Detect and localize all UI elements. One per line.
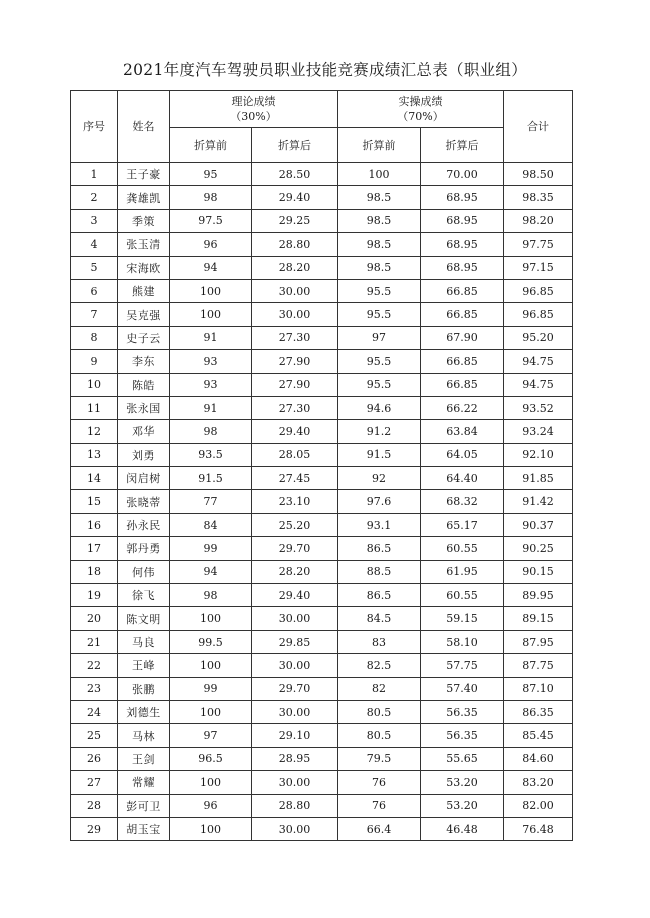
cell-name: 王峰 — [118, 654, 170, 677]
cell-index: 1 — [71, 163, 118, 186]
cell-theory-after: 23.10 — [252, 490, 338, 513]
cell-name: 孙永民 — [118, 513, 170, 536]
cell-theory-before: 96.5 — [170, 747, 252, 770]
cell-theory-after: 29.25 — [252, 209, 338, 232]
cell-total: 98.20 — [504, 209, 573, 232]
cell-practice-after: 56.35 — [421, 700, 504, 723]
cell-total: 87.95 — [504, 630, 573, 653]
table-row — [71, 256, 573, 279]
col-header-total: 合计 — [504, 91, 573, 163]
cell-name: 熊建 — [118, 279, 170, 302]
cell-total: 87.10 — [504, 677, 573, 700]
cell-theory-before: 95 — [170, 163, 252, 186]
cell-theory-after: 25.20 — [252, 513, 338, 536]
cell-theory-before: 100 — [170, 817, 252, 840]
cell-theory-before: 99 — [170, 677, 252, 700]
cell-theory-before: 93 — [170, 373, 252, 396]
table-row — [71, 584, 573, 607]
cell-practice-after: 66.22 — [421, 396, 504, 419]
cell-index: 13 — [71, 443, 118, 466]
cell-index: 11 — [71, 396, 118, 419]
cell-theory-after: 27.45 — [252, 467, 338, 490]
cell-theory-after: 30.00 — [252, 817, 338, 840]
cell-total: 90.37 — [504, 513, 573, 536]
col-header-theory-before: 折算前 — [170, 128, 252, 163]
cell-theory-after: 29.70 — [252, 537, 338, 560]
col-header-index: 序号 — [71, 91, 118, 163]
cell-practice-before: 95.5 — [338, 303, 421, 326]
cell-theory-after: 29.70 — [252, 677, 338, 700]
cell-theory-before: 93 — [170, 350, 252, 373]
cell-total: 91.42 — [504, 490, 573, 513]
cell-theory-after: 30.00 — [252, 279, 338, 302]
table-row — [71, 677, 573, 700]
table-row — [71, 771, 573, 794]
cell-practice-before: 97 — [338, 326, 421, 349]
table-row — [71, 303, 573, 326]
cell-practice-before: 80.5 — [338, 724, 421, 747]
cell-practice-before: 80.5 — [338, 700, 421, 723]
cell-practice-before: 76 — [338, 771, 421, 794]
cell-total: 90.15 — [504, 560, 573, 583]
table-row — [71, 630, 573, 653]
cell-name: 宋海欧 — [118, 256, 170, 279]
cell-total: 98.35 — [504, 186, 573, 209]
cell-practice-before: 84.5 — [338, 607, 421, 630]
cell-practice-before: 100 — [338, 163, 421, 186]
table-row — [71, 700, 573, 723]
cell-theory-after: 28.05 — [252, 443, 338, 466]
cell-index: 27 — [71, 771, 118, 794]
cell-index: 19 — [71, 584, 118, 607]
table-row — [71, 537, 573, 560]
col-header-theory-after: 折算后 — [252, 128, 338, 163]
cell-practice-before: 86.5 — [338, 584, 421, 607]
cell-index: 10 — [71, 373, 118, 396]
cell-theory-before: 100 — [170, 700, 252, 723]
cell-index: 5 — [71, 256, 118, 279]
cell-theory-after: 30.00 — [252, 303, 338, 326]
cell-theory-after: 28.50 — [252, 163, 338, 186]
cell-practice-after: 68.95 — [421, 186, 504, 209]
cell-theory-after: 27.90 — [252, 373, 338, 396]
cell-name: 史子云 — [118, 326, 170, 349]
cell-practice-before: 93.1 — [338, 513, 421, 536]
cell-practice-after: 60.55 — [421, 584, 504, 607]
table-row — [71, 186, 573, 209]
table-row — [71, 326, 573, 349]
table-row — [71, 396, 573, 419]
cell-theory-before: 98 — [170, 584, 252, 607]
cell-name: 张玉清 — [118, 233, 170, 256]
cell-name: 彭可卫 — [118, 794, 170, 817]
cell-practice-before: 66.4 — [338, 817, 421, 840]
cell-practice-before: 91.2 — [338, 420, 421, 443]
cell-index: 18 — [71, 560, 118, 583]
cell-theory-before: 91 — [170, 326, 252, 349]
cell-total: 76.48 — [504, 817, 573, 840]
table-row — [71, 817, 573, 840]
cell-practice-after: 61.95 — [421, 560, 504, 583]
cell-total: 91.85 — [504, 467, 573, 490]
cell-practice-after: 67.90 — [421, 326, 504, 349]
cell-theory-before: 93.5 — [170, 443, 252, 466]
cell-theory-after: 29.10 — [252, 724, 338, 747]
cell-practice-after: 56.35 — [421, 724, 504, 747]
cell-practice-after: 57.40 — [421, 677, 504, 700]
cell-index: 28 — [71, 794, 118, 817]
cell-practice-after: 66.85 — [421, 350, 504, 373]
table-header — [71, 91, 573, 163]
col-header-theory — [170, 91, 338, 128]
col-header-practice-after: 折算后 — [421, 128, 504, 163]
cell-theory-before: 99 — [170, 537, 252, 560]
cell-practice-before: 83 — [338, 630, 421, 653]
cell-theory-after: 30.00 — [252, 654, 338, 677]
cell-practice-before: 82 — [338, 677, 421, 700]
cell-index: 7 — [71, 303, 118, 326]
cell-practice-before: 98.5 — [338, 186, 421, 209]
cell-practice-before: 97.6 — [338, 490, 421, 513]
table-row — [71, 490, 573, 513]
practice-label: 实操成绩 — [398, 95, 443, 108]
theory-weight: （30%） — [230, 110, 277, 123]
cell-total: 89.95 — [504, 584, 573, 607]
cell-theory-before: 100 — [170, 303, 252, 326]
cell-theory-before: 77 — [170, 490, 252, 513]
cell-theory-after: 28.80 — [252, 794, 338, 817]
cell-theory-after: 28.20 — [252, 560, 338, 583]
table-row — [71, 350, 573, 373]
cell-practice-before: 98.5 — [338, 209, 421, 232]
cell-theory-after: 29.40 — [252, 186, 338, 209]
cell-total: 96.85 — [504, 279, 573, 302]
table-row — [71, 163, 573, 186]
table-row — [71, 724, 573, 747]
cell-theory-before: 100 — [170, 279, 252, 302]
cell-practice-after: 68.95 — [421, 233, 504, 256]
table-row — [71, 420, 573, 443]
cell-theory-after: 30.00 — [252, 607, 338, 630]
cell-total: 92.10 — [504, 443, 573, 466]
col-header-practice-before: 折算前 — [338, 128, 421, 163]
cell-theory-before: 97 — [170, 724, 252, 747]
cell-theory-before: 96 — [170, 233, 252, 256]
table-row — [71, 607, 573, 630]
cell-index: 15 — [71, 490, 118, 513]
cell-total: 89.15 — [504, 607, 573, 630]
table-row — [71, 373, 573, 396]
cell-total: 94.75 — [504, 373, 573, 396]
cell-name: 张晓蒂 — [118, 490, 170, 513]
table-body — [71, 163, 573, 841]
cell-practice-before: 88.5 — [338, 560, 421, 583]
cell-name: 张鹏 — [118, 677, 170, 700]
cell-total: 87.75 — [504, 654, 573, 677]
cell-index: 3 — [71, 209, 118, 232]
cell-total: 93.24 — [504, 420, 573, 443]
theory-label: 理论成绩 — [231, 95, 276, 108]
cell-practice-after: 53.20 — [421, 794, 504, 817]
cell-name: 常耀 — [118, 771, 170, 794]
cell-name: 季策 — [118, 209, 170, 232]
cell-theory-after: 28.95 — [252, 747, 338, 770]
cell-name: 刘德生 — [118, 700, 170, 723]
cell-practice-after: 66.85 — [421, 303, 504, 326]
cell-practice-before: 98.5 — [338, 256, 421, 279]
table-row — [71, 654, 573, 677]
cell-theory-after: 29.40 — [252, 584, 338, 607]
cell-name: 王剑 — [118, 747, 170, 770]
cell-theory-before: 94 — [170, 560, 252, 583]
practice-weight: （70%） — [397, 110, 444, 123]
cell-theory-after: 28.20 — [252, 256, 338, 279]
table-row — [71, 747, 573, 770]
cell-name: 徐飞 — [118, 584, 170, 607]
cell-name: 马林 — [118, 724, 170, 747]
cell-name: 吴克强 — [118, 303, 170, 326]
cell-theory-after: 30.00 — [252, 700, 338, 723]
cell-theory-before: 94 — [170, 256, 252, 279]
cell-practice-before: 95.5 — [338, 279, 421, 302]
cell-practice-before: 82.5 — [338, 654, 421, 677]
cell-practice-after: 65.17 — [421, 513, 504, 536]
cell-practice-before: 76 — [338, 794, 421, 817]
cell-practice-before: 79.5 — [338, 747, 421, 770]
cell-practice-after: 59.15 — [421, 607, 504, 630]
cell-practice-after: 63.84 — [421, 420, 504, 443]
col-header-name: 姓名 — [118, 91, 170, 163]
cell-theory-before: 99.5 — [170, 630, 252, 653]
cell-theory-after: 30.00 — [252, 771, 338, 794]
cell-name: 李东 — [118, 350, 170, 373]
cell-name: 闵启树 — [118, 467, 170, 490]
cell-name: 龚雄凯 — [118, 186, 170, 209]
table-row — [71, 560, 573, 583]
cell-theory-before: 98 — [170, 186, 252, 209]
page-title: 2021年度汽车驾驶员职业技能竞赛成绩汇总表（职业组） — [122, 61, 528, 79]
cell-total: 97.75 — [504, 233, 573, 256]
cell-theory-before: 100 — [170, 654, 252, 677]
cell-practice-after: 53.20 — [421, 771, 504, 794]
cell-name: 邓华 — [118, 420, 170, 443]
cell-practice-before: 91.5 — [338, 443, 421, 466]
cell-practice-after: 64.40 — [421, 467, 504, 490]
cell-practice-after: 70.00 — [421, 163, 504, 186]
cell-theory-before: 84 — [170, 513, 252, 536]
cell-index: 4 — [71, 233, 118, 256]
cell-theory-before: 100 — [170, 607, 252, 630]
table-row — [71, 443, 573, 466]
cell-practice-before: 98.5 — [338, 233, 421, 256]
cell-total: 96.85 — [504, 303, 573, 326]
cell-total: 85.45 — [504, 724, 573, 747]
table-row — [71, 233, 573, 256]
cell-practice-after: 66.85 — [421, 279, 504, 302]
cell-index: 14 — [71, 467, 118, 490]
cell-theory-after: 27.30 — [252, 396, 338, 419]
cell-practice-after: 68.95 — [421, 209, 504, 232]
cell-index: 29 — [71, 817, 118, 840]
cell-practice-after: 57.75 — [421, 654, 504, 677]
cell-index: 17 — [71, 537, 118, 560]
cell-practice-after: 46.48 — [421, 817, 504, 840]
cell-practice-before: 95.5 — [338, 373, 421, 396]
cell-index: 21 — [71, 630, 118, 653]
table-row — [71, 209, 573, 232]
cell-total: 94.75 — [504, 350, 573, 373]
cell-theory-before: 91 — [170, 396, 252, 419]
cell-index: 6 — [71, 279, 118, 302]
cell-name: 刘勇 — [118, 443, 170, 466]
cell-name: 马良 — [118, 630, 170, 653]
cell-total: 86.35 — [504, 700, 573, 723]
cell-name: 陈皓 — [118, 373, 170, 396]
cell-index: 2 — [71, 186, 118, 209]
cell-theory-after: 27.90 — [252, 350, 338, 373]
cell-name: 何伟 — [118, 560, 170, 583]
table-row — [71, 794, 573, 817]
cell-theory-before: 96 — [170, 794, 252, 817]
cell-practice-before: 95.5 — [338, 350, 421, 373]
cell-index: 25 — [71, 724, 118, 747]
score-table — [70, 90, 573, 841]
cell-index: 22 — [71, 654, 118, 677]
cell-practice-after: 55.65 — [421, 747, 504, 770]
col-header-practice — [338, 91, 504, 128]
cell-practice-after: 60.55 — [421, 537, 504, 560]
cell-index: 9 — [71, 350, 118, 373]
cell-index: 24 — [71, 700, 118, 723]
cell-index: 16 — [71, 513, 118, 536]
table-row — [71, 513, 573, 536]
cell-total: 82.00 — [504, 794, 573, 817]
cell-index: 26 — [71, 747, 118, 770]
cell-total: 90.25 — [504, 537, 573, 560]
cell-name: 郭丹勇 — [118, 537, 170, 560]
cell-theory-after: 27.30 — [252, 326, 338, 349]
cell-index: 23 — [71, 677, 118, 700]
cell-theory-before: 91.5 — [170, 467, 252, 490]
cell-name: 王子豪 — [118, 163, 170, 186]
cell-total: 98.50 — [504, 163, 573, 186]
table-row — [71, 467, 573, 490]
cell-practice-before: 86.5 — [338, 537, 421, 560]
cell-practice-after: 68.95 — [421, 256, 504, 279]
cell-theory-after: 29.40 — [252, 420, 338, 443]
cell-index: 20 — [71, 607, 118, 630]
cell-practice-before: 92 — [338, 467, 421, 490]
cell-theory-after: 28.80 — [252, 233, 338, 256]
cell-practice-before: 94.6 — [338, 396, 421, 419]
cell-theory-after: 29.85 — [252, 630, 338, 653]
cell-total: 93.52 — [504, 396, 573, 419]
cell-name: 胡玉宝 — [118, 817, 170, 840]
cell-theory-before: 100 — [170, 771, 252, 794]
cell-theory-before: 97.5 — [170, 209, 252, 232]
cell-index: 12 — [71, 420, 118, 443]
cell-practice-after: 64.05 — [421, 443, 504, 466]
cell-total: 83.20 — [504, 771, 573, 794]
table-row — [71, 279, 573, 302]
cell-total: 95.20 — [504, 326, 573, 349]
cell-name: 张永国 — [118, 396, 170, 419]
cell-total: 84.60 — [504, 747, 573, 770]
cell-practice-after: 68.32 — [421, 490, 504, 513]
cell-practice-after: 66.85 — [421, 373, 504, 396]
cell-name: 陈文明 — [118, 607, 170, 630]
cell-practice-after: 58.10 — [421, 630, 504, 653]
cell-index: 8 — [71, 326, 118, 349]
cell-total: 97.15 — [504, 256, 573, 279]
cell-theory-before: 98 — [170, 420, 252, 443]
